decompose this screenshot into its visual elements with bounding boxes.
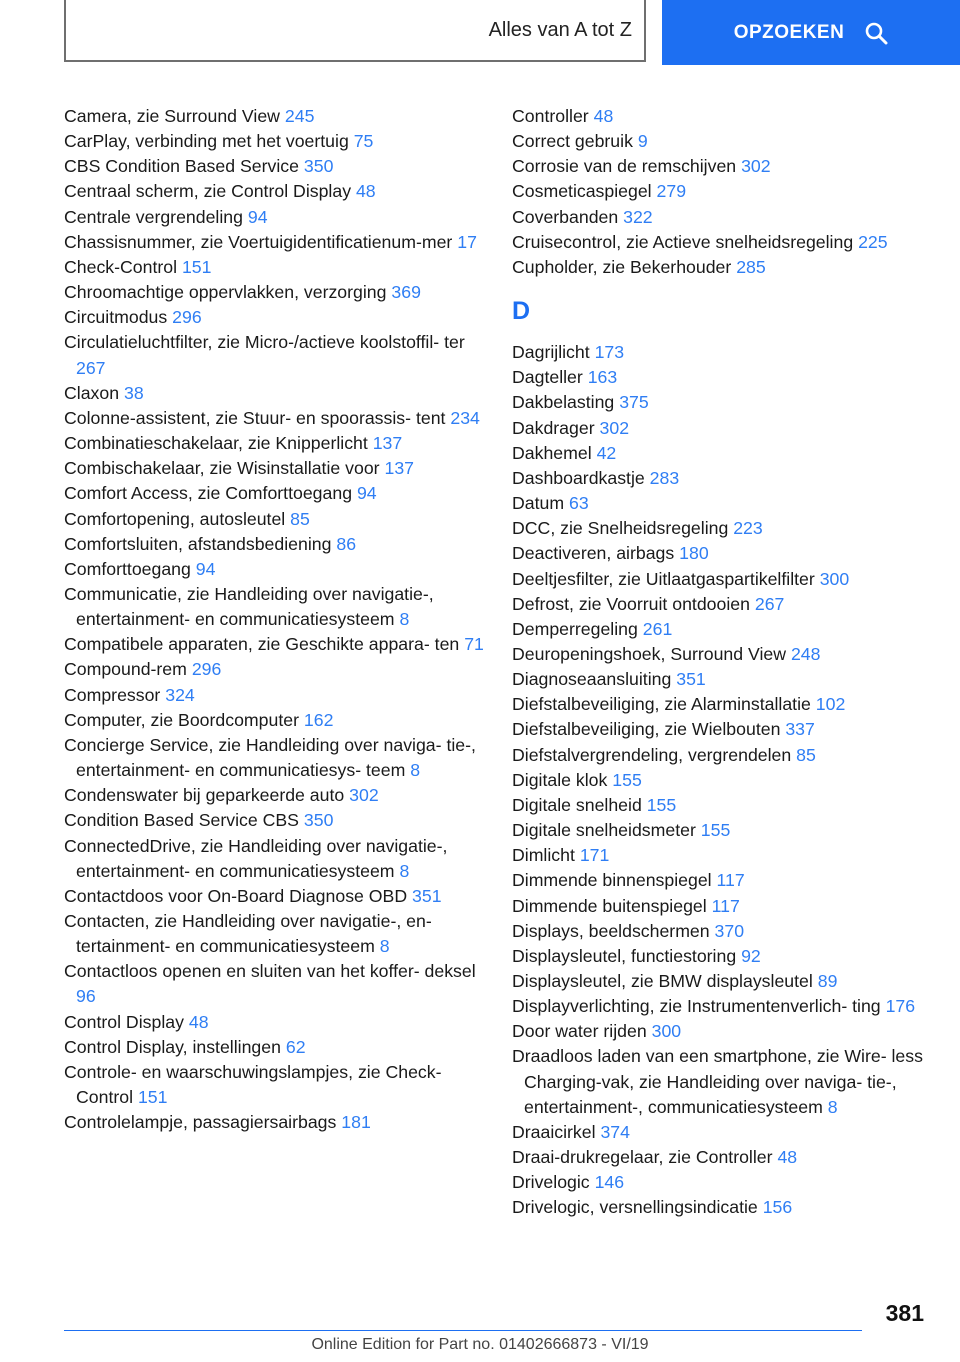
index-entry xyxy=(512,104,932,129)
index-entry-text: Colonne-assistent, zie Stuur- en spoorassis‐ tent xyxy=(64,407,446,428)
index-entry-text: CarPlay, verbinding met het voertuig xyxy=(64,131,349,152)
index-entry-text: Controle- en waarschuwingslampjes, zie Check- Control xyxy=(64,1061,442,1108)
page-reference-link[interactable]: 245 xyxy=(284,106,315,126)
page-reference-link[interactable]: 137 xyxy=(384,458,414,479)
index-entry xyxy=(512,416,932,441)
index-entry-text: Drivelogic, versnellingsindicatie xyxy=(512,1197,758,1218)
index-entry-text: Dimmende binnenspiegel xyxy=(512,870,712,891)
page-reference-link[interactable]: 350 xyxy=(303,156,334,177)
index-entry xyxy=(64,683,484,708)
index-entry xyxy=(64,959,484,1009)
index-entry-text: Deactiveren, airbags xyxy=(512,543,675,564)
index-entry-text: Dashboardkastje xyxy=(512,467,645,488)
page-reference-link[interactable]: 300 xyxy=(819,568,850,589)
index-entry xyxy=(512,390,932,415)
page-reference-link[interactable]: 117 xyxy=(711,895,740,916)
index-entry-text: Displaysleutel, functiestoring xyxy=(512,945,737,966)
page-reference-link[interactable]: 17 xyxy=(457,231,477,252)
index-entry-text: Dagteller xyxy=(512,367,583,388)
index-entry xyxy=(64,456,484,481)
page-reference-link[interactable]: 155 xyxy=(646,794,677,815)
index-entry xyxy=(64,834,484,884)
index-entry xyxy=(64,129,484,154)
page-reference-link[interactable]: 146 xyxy=(594,1172,625,1193)
index-entry xyxy=(512,1019,932,1044)
index-entry-text: Coverbanden xyxy=(512,206,619,227)
page-reference-link[interactable]: 300 xyxy=(651,1021,682,1042)
index-entry xyxy=(64,1010,484,1035)
index-entry xyxy=(64,280,484,305)
page-reference-link[interactable]: 285 xyxy=(736,256,766,277)
index-entry xyxy=(64,154,484,179)
index-entry-text: Dakbelasting xyxy=(512,392,615,413)
page-reference-link[interactable]: 324 xyxy=(165,684,195,705)
index-column-left xyxy=(64,104,484,1135)
page-reference-link[interactable]: 296 xyxy=(191,659,222,680)
index-entry xyxy=(512,365,932,390)
index-entry xyxy=(64,1060,484,1110)
index-entry xyxy=(512,205,932,230)
index-entry-text: Defrost, zie Voorruit ontdooien xyxy=(512,593,750,614)
index-entry-text: Dimlicht xyxy=(512,845,575,866)
index-entry-text: Dimmende buitenspiegel xyxy=(512,895,707,916)
page-reference-link[interactable]: 8 xyxy=(379,936,390,957)
index-entry xyxy=(64,708,484,733)
index-entry-text: Compound-rem xyxy=(64,659,187,680)
index-entries-c xyxy=(512,104,932,280)
page-reference-link[interactable]: 42 xyxy=(596,442,617,463)
page-reference-link[interactable]: 279 xyxy=(656,181,687,202)
index-entry xyxy=(64,305,484,330)
index-entry xyxy=(512,617,932,642)
index-entry-text: Controlelampje, passagiersairbags xyxy=(64,1112,337,1133)
index-entry-text: Cupholder, zie Bekerhouder xyxy=(512,256,732,277)
page-reference-link[interactable]: 8 xyxy=(827,1096,838,1117)
page-reference-link[interactable]: 267 xyxy=(76,357,106,378)
search-tab-label: OPZOEKEN xyxy=(733,21,845,43)
index-entry-text: Combinatieschakelaar, zie Knipperlicht xyxy=(64,433,368,454)
page-reference-link[interactable]: 171 xyxy=(579,845,610,866)
index-entry xyxy=(64,909,484,959)
index-entry xyxy=(512,491,932,516)
page-reference-link[interactable]: 85 xyxy=(290,508,310,529)
index-entry-text: Compressor xyxy=(64,684,161,705)
index-entry-text: Chassisnummer, zie Voertuigidentificatienum‐mer xyxy=(64,231,453,252)
page-reference-link[interactable]: 48 xyxy=(188,1011,209,1032)
footer-divider xyxy=(64,1330,862,1331)
index-entry xyxy=(64,808,484,833)
index-entry xyxy=(64,657,484,682)
index-entry xyxy=(512,692,932,717)
index-entry-text: Digitale snelheidsmeter xyxy=(512,820,696,841)
page-reference-link[interactable]: 337 xyxy=(785,719,815,740)
page-reference-link[interactable]: 234 xyxy=(450,407,480,428)
page-reference-link[interactable]: 48 xyxy=(593,106,614,126)
index-entry xyxy=(64,733,484,783)
search-icon xyxy=(864,21,888,45)
page-reference-link[interactable]: 89 xyxy=(817,971,838,991)
index-entry xyxy=(512,717,932,742)
page-reference-link[interactable]: 350 xyxy=(303,810,334,831)
index-entry-text: Corrosie van de remschijven xyxy=(512,156,737,177)
index-entry-text: Comforttoegang xyxy=(64,558,191,579)
index-entry xyxy=(512,567,932,592)
page-reference-link[interactable]: 63 xyxy=(569,493,589,514)
page-reference-link[interactable]: 162 xyxy=(303,709,334,730)
index-entry-text: Datum xyxy=(512,493,565,514)
index-entry xyxy=(64,481,484,506)
page-reference-link[interactable]: 155 xyxy=(700,820,731,841)
page-reference-link[interactable]: 8 xyxy=(399,860,410,881)
index-entry-text: Compatibele apparaten, zie Geschikte appara‐ ten xyxy=(64,634,460,655)
page-reference-link[interactable]: 85 xyxy=(796,744,816,765)
page-reference-link[interactable]: 248 xyxy=(790,643,821,664)
index-entry xyxy=(512,1145,932,1170)
index-entry xyxy=(64,205,484,230)
page-reference-link[interactable]: 322 xyxy=(623,206,653,227)
page-reference-link[interactable]: 8 xyxy=(410,760,421,781)
index-entry-text: Contactdoos voor On-Board Diagnose OBD xyxy=(64,885,408,906)
index-entry-text: Cruisecontrol, zie Actieve snelheidsregeling xyxy=(512,231,854,252)
page-reference-link[interactable]: 261 xyxy=(642,618,673,639)
index-entry xyxy=(64,532,484,557)
footer-edition: Online Edition for Part no. 01402666873 - VI/19 xyxy=(311,1336,649,1353)
index-entry xyxy=(512,642,932,667)
index-entry xyxy=(64,632,484,657)
index-entry xyxy=(512,843,932,868)
page-reference-link[interactable]: 283 xyxy=(649,467,680,488)
page-reference-link[interactable]: 117 xyxy=(716,870,745,891)
index-entry xyxy=(64,255,484,280)
index-entry xyxy=(64,507,484,532)
index-entry-text: Deuropeningshoek, Surround View xyxy=(512,643,787,664)
index-entry xyxy=(64,884,484,909)
index-entry-text: Centraal scherm, zie Control Display xyxy=(64,181,352,202)
index-entry-text: Control Display, instellingen xyxy=(64,1036,281,1057)
page-reference-link[interactable]: 151 xyxy=(181,256,212,277)
section-letter-heading: D xyxy=(512,297,531,326)
page-reference-link[interactable]: 369 xyxy=(391,282,421,303)
index-entry-text: Diagnoseaansluiting xyxy=(512,669,672,690)
index-entry xyxy=(512,1170,932,1195)
index-entry-text: Comfort Access, zie Comforttoegang xyxy=(64,483,353,504)
index-entry xyxy=(512,969,932,994)
index-entry-text: Controller xyxy=(512,106,589,126)
index-entry xyxy=(512,516,932,541)
page-reference-link[interactable]: 296 xyxy=(172,307,202,328)
page-reference-link[interactable]: 94 xyxy=(356,483,377,504)
index-entry-text: Computer, zie Boordcomputer xyxy=(64,709,299,730)
index-entry-text: Demperregeling xyxy=(512,618,638,639)
index-entry-text: Dagrijlicht xyxy=(512,342,590,363)
index-entry xyxy=(512,1195,932,1220)
index-entry-text: Draai-drukregelaar, zie Controller xyxy=(512,1147,773,1168)
page-reference-link[interactable]: 94 xyxy=(195,558,216,579)
index-entry-text: DCC, zie Snelheidsregeling xyxy=(512,518,729,539)
index-entry-text: Comfortsluiten, afstandsbediening xyxy=(64,533,332,554)
index-entry xyxy=(512,793,932,818)
index-entry-text: Centrale vergrendeling xyxy=(64,206,243,227)
index-entry-text: Communicatie, zie Handleiding over navigatie-, entertainment- en communicatiesysteem xyxy=(64,583,434,630)
index-entry-text: Camera, zie Surround View xyxy=(64,106,280,126)
index-entry xyxy=(512,868,932,893)
index-tab[interactable] xyxy=(64,0,646,62)
index-entry-text: Draadloos laden van een smartphone, zie Wire‐ less Charging-vak, zie Handleiding over naviga‐ tie-, entertainment-, communicatiesysteem xyxy=(512,1046,923,1117)
index-entry-text: Condition Based Service CBS xyxy=(64,810,299,831)
page-reference-link[interactable]: 96 xyxy=(76,986,96,1007)
index-entry xyxy=(64,230,484,255)
index-entry xyxy=(512,1044,932,1119)
index-entry xyxy=(512,154,932,179)
index-entry-text: Draaicirkel xyxy=(512,1121,596,1142)
page-reference-link[interactable]: 176 xyxy=(885,996,916,1017)
index-entry-text: Digitale klok xyxy=(512,769,608,790)
page-reference-link[interactable]: 94 xyxy=(247,206,268,227)
index-entry-text: ConnectedDrive, zie Handleiding over navigatie-, entertainment- en communicatiesysteem xyxy=(64,835,448,881)
index-entry-text: Deeltjesfilter, zie Uitlaatgaspartikelfilter xyxy=(512,568,815,589)
index-entry-text: CBS Condition Based Service xyxy=(64,156,299,177)
index-entry xyxy=(64,1110,484,1135)
page-reference-link[interactable]: 267 xyxy=(754,593,785,614)
page-header xyxy=(0,0,960,66)
index-entry xyxy=(512,230,932,255)
index-entry xyxy=(512,667,932,692)
index-entry-text: Dakdrager xyxy=(512,417,595,438)
page-reference-link[interactable]: 181 xyxy=(341,1112,371,1133)
index-entry xyxy=(512,592,932,617)
index-entry xyxy=(64,582,484,632)
page-reference-link[interactable]: 374 xyxy=(600,1121,630,1142)
page-reference-link[interactable]: 48 xyxy=(355,181,376,202)
index-entry-text: Claxon xyxy=(64,382,120,403)
index-entry xyxy=(512,541,932,566)
index-entry-text: Contactloos openen en sluiten van het koffer‐ deksel xyxy=(64,961,476,982)
index-entry xyxy=(64,330,484,380)
index-entry-text: Displayverlichting, zie Instrumentenverlich‐ ting xyxy=(512,996,881,1017)
page-reference-link[interactable]: 48 xyxy=(777,1147,798,1168)
page-reference-link[interactable]: 375 xyxy=(619,392,649,413)
page-reference-link[interactable]: 163 xyxy=(587,367,618,388)
page-reference-link[interactable]: 155 xyxy=(612,769,642,790)
page-reference-link[interactable]: 38 xyxy=(123,382,144,403)
index-entry-text: Diefstalbeveiliging, zie Alarminstallatie xyxy=(512,694,811,715)
page-reference-link[interactable]: 137 xyxy=(372,433,403,454)
index-entry-text: Digitale snelheid xyxy=(512,794,642,815)
page-reference-link[interactable]: 75 xyxy=(353,131,374,152)
index-entry-text: Contacten, zie Handleiding over navigatie-, en‐ tertainment- en communicatiesysteem xyxy=(64,911,432,957)
page-reference-link[interactable]: 8 xyxy=(399,609,410,630)
page-reference-link[interactable]: 156 xyxy=(762,1197,793,1218)
page-reference-link[interactable]: 102 xyxy=(815,694,846,715)
index-entry xyxy=(512,466,932,491)
index-entry-text: Correct gebruik xyxy=(512,131,633,152)
page-reference-link[interactable]: 225 xyxy=(858,231,888,252)
index-entry xyxy=(512,919,932,944)
page-reference-link[interactable]: 92 xyxy=(741,945,761,966)
index-entry xyxy=(512,340,932,365)
index-entries-d xyxy=(512,340,932,1220)
page-reference-link[interactable]: 86 xyxy=(336,533,357,554)
page-reference-link[interactable]: 351 xyxy=(676,669,706,690)
index-entry xyxy=(64,104,484,129)
index-entry-text: Chroomachtige oppervlakken, verzorging xyxy=(64,282,387,303)
index-entry-text: Door water rijden xyxy=(512,1021,647,1042)
page-reference-link[interactable]: 302 xyxy=(599,417,630,438)
index-entry xyxy=(512,179,932,204)
index-entry xyxy=(64,179,484,204)
index-entry-text: Concierge Service, zie Handleiding over naviga‐ tie-, entertainment- en communicatiesys‐ teem xyxy=(64,734,476,781)
index-entry-text: Drivelogic xyxy=(512,1172,590,1193)
index-entry-text: Combischakelaar, zie Wisinstallatie voor xyxy=(64,458,380,479)
page-reference-link[interactable]: 62 xyxy=(285,1036,306,1057)
page-reference-link[interactable]: 71 xyxy=(464,634,484,655)
index-entry xyxy=(64,431,484,456)
index-entry-text: Diefstalbeveiliging, zie Wielbouten xyxy=(512,719,781,740)
page-reference-link[interactable]: 173 xyxy=(594,342,625,363)
index-entry xyxy=(512,818,932,843)
index-tab-label: Alles van A tot Z xyxy=(488,18,632,41)
index-entry-text: Diefstalvergrendeling, vergrendelen xyxy=(512,744,792,765)
index-entry xyxy=(64,783,484,808)
index-entry xyxy=(512,129,932,154)
page-reference-link[interactable]: 151 xyxy=(137,1087,168,1108)
index-entry xyxy=(64,381,484,406)
index-entry xyxy=(64,406,484,431)
index-entry-text: Condenswater bij geparkeerde auto xyxy=(64,785,345,806)
index-entry xyxy=(64,1035,484,1060)
index-entry xyxy=(512,743,932,768)
index-entry-text: Cosmeticaspiegel xyxy=(512,181,652,202)
index-entry-text: Control Display xyxy=(64,1011,184,1032)
page-number: 381 xyxy=(885,1300,924,1326)
index-entry-text: Circuitmodus xyxy=(64,307,168,328)
index-entry xyxy=(512,441,932,466)
page-reference-link[interactable]: 370 xyxy=(714,920,745,941)
index-entry xyxy=(512,1120,932,1145)
search-tab[interactable] xyxy=(662,0,960,65)
page-reference-link[interactable]: 9 xyxy=(637,131,648,152)
page-reference-link[interactable]: 351 xyxy=(412,885,442,906)
index-column-right xyxy=(512,104,932,1221)
page-reference-link[interactable]: 302 xyxy=(349,785,379,806)
index-entry xyxy=(64,557,484,582)
page-reference-link[interactable]: 302 xyxy=(741,156,771,177)
index-entry xyxy=(512,894,932,919)
index-entry xyxy=(512,994,932,1019)
page-reference-link[interactable]: 223 xyxy=(733,518,763,539)
index-entry-text: Displaysleutel, zie BMW displaysleutel xyxy=(512,971,813,991)
index-entry xyxy=(512,944,932,969)
index-entry xyxy=(512,768,932,793)
index-entry-text: Dakhemel xyxy=(512,442,592,463)
index-entry-text: Comfortopening, autosleutel xyxy=(64,508,286,529)
index-entry xyxy=(512,255,932,280)
index-entry-text: Check-Control xyxy=(64,256,178,277)
index-entry-text: Circulatieluchtfilter, zie Micro-/actieve koolstoffil‐ ter xyxy=(64,332,465,353)
page-reference-link[interactable]: 180 xyxy=(679,543,709,564)
index-entry-text: Displays, beeldschermen xyxy=(512,920,710,941)
